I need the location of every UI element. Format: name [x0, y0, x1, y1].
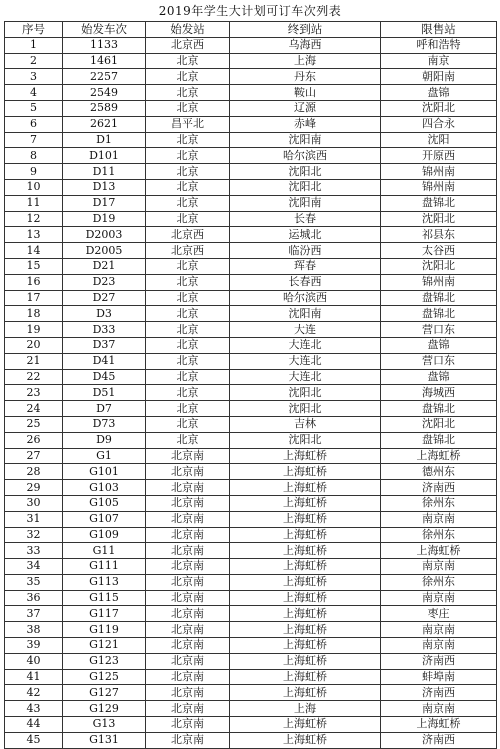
cell-destination: 上海虹桥: [230, 653, 381, 669]
table-row: [5, 511, 497, 527]
table-body: [5, 37, 497, 748]
cell-index: 8: [5, 148, 63, 164]
cell-train-no: G127: [63, 685, 146, 701]
cell-restricted-station: 四合永: [381, 116, 497, 132]
table-row: [5, 337, 497, 353]
cell-origin: 北京南: [146, 717, 230, 733]
table-row: [5, 669, 497, 685]
cell-train-no: G117: [63, 606, 146, 622]
table-row: [5, 274, 497, 290]
table-row: [5, 401, 497, 417]
cell-destination: 上海虹桥: [230, 717, 381, 733]
table-row: [5, 701, 497, 717]
table-row: [5, 622, 497, 638]
table-row: [5, 543, 497, 559]
cell-index: 12: [5, 211, 63, 227]
cell-index: 40: [5, 653, 63, 669]
cell-origin: 北京南: [146, 480, 230, 496]
cell-train-no: D2003: [63, 227, 146, 243]
cell-train-no: D9: [63, 432, 146, 448]
cell-train-no: G109: [63, 527, 146, 543]
cell-destination: 大连: [230, 322, 381, 338]
table-row: [5, 53, 497, 69]
table-row: [5, 179, 497, 195]
cell-destination: 沈阳北: [230, 432, 381, 448]
cell-origin: 北京: [146, 385, 230, 401]
cell-train-no: 2257: [63, 69, 146, 85]
train-list-table: [4, 21, 497, 749]
cell-train-no: D3: [63, 306, 146, 322]
cell-index: 19: [5, 322, 63, 338]
cell-restricted-station: 上海虹桥: [381, 717, 497, 733]
table-row: [5, 227, 497, 243]
cell-restricted-station: 沈阳北: [381, 100, 497, 116]
cell-destination: 上海: [230, 701, 381, 717]
cell-restricted-station: 济南西: [381, 653, 497, 669]
cell-train-no: 1461: [63, 53, 146, 69]
cell-restricted-station: 南京南: [381, 559, 497, 575]
cell-train-no: G125: [63, 669, 146, 685]
cell-origin: 北京: [146, 195, 230, 211]
cell-restricted-station: 南京: [381, 53, 497, 69]
cell-restricted-station: 盘锦北: [381, 306, 497, 322]
table-row: [5, 290, 497, 306]
table-row: [5, 164, 497, 180]
cell-destination: 沈阳南: [230, 195, 381, 211]
cell-restricted-station: 太谷西: [381, 243, 497, 259]
table-row: [5, 638, 497, 654]
cell-restricted-station: 蚌埠南: [381, 669, 497, 685]
table-row: [5, 195, 497, 211]
cell-restricted-station: 盘锦北: [381, 432, 497, 448]
cell-train-no: 1133: [63, 37, 146, 53]
cell-restricted-station: 海城西: [381, 385, 497, 401]
cell-train-no: 2549: [63, 85, 146, 101]
header-train-no: 始发车次: [63, 22, 146, 38]
cell-index: 32: [5, 527, 63, 543]
header-destination: 终到站: [230, 22, 381, 38]
cell-train-no: D19: [63, 211, 146, 227]
cell-origin: 北京: [146, 369, 230, 385]
cell-destination: 沈阳北: [230, 385, 381, 401]
cell-restricted-station: 盘锦: [381, 85, 497, 101]
cell-destination: 上海虹桥: [230, 527, 381, 543]
cell-origin: 北京西: [146, 37, 230, 53]
table-row: [5, 116, 497, 132]
cell-origin: 北京: [146, 353, 230, 369]
cell-index: 7: [5, 132, 63, 148]
cell-restricted-station: 济南西: [381, 480, 497, 496]
cell-index: 23: [5, 385, 63, 401]
cell-index: 6: [5, 116, 63, 132]
cell-origin: 北京南: [146, 464, 230, 480]
cell-train-no: D2005: [63, 243, 146, 259]
cell-restricted-station: 南京南: [381, 511, 497, 527]
cell-destination: 上海虹桥: [230, 464, 381, 480]
table-row: [5, 243, 497, 259]
table-row: [5, 732, 497, 748]
cell-destination: 上海虹桥: [230, 622, 381, 638]
table-row: [5, 100, 497, 116]
cell-index: 43: [5, 701, 63, 717]
cell-destination: 辽源: [230, 100, 381, 116]
cell-destination: 上海虹桥: [230, 574, 381, 590]
cell-train-no: G129: [63, 701, 146, 717]
cell-origin: 北京南: [146, 653, 230, 669]
cell-train-no: G121: [63, 638, 146, 654]
cell-origin: 北京南: [146, 590, 230, 606]
table-row: [5, 306, 497, 322]
table-row: [5, 464, 497, 480]
cell-index: 20: [5, 337, 63, 353]
cell-index: 26: [5, 432, 63, 448]
table-row: [5, 385, 497, 401]
cell-restricted-station: 沈阳北: [381, 211, 497, 227]
cell-restricted-station: 南京南: [381, 622, 497, 638]
cell-destination: 沈阳北: [230, 401, 381, 417]
header-origin: 始发站: [146, 22, 230, 38]
cell-restricted-station: 沈阳: [381, 132, 497, 148]
cell-index: 18: [5, 306, 63, 322]
header-index: 序号: [5, 22, 63, 38]
table-row: [5, 685, 497, 701]
cell-origin: 北京: [146, 53, 230, 69]
cell-destination: 上海虹桥: [230, 495, 381, 511]
cell-restricted-station: 朝阳南: [381, 69, 497, 85]
cell-index: 41: [5, 669, 63, 685]
cell-destination: 上海虹桥: [230, 732, 381, 748]
cell-origin: 北京南: [146, 606, 230, 622]
cell-destination: 沈阳南: [230, 132, 381, 148]
cell-index: 31: [5, 511, 63, 527]
cell-train-no: G103: [63, 480, 146, 496]
cell-restricted-station: 锦州南: [381, 179, 497, 195]
table-row: [5, 448, 497, 464]
table-row: [5, 527, 497, 543]
cell-origin: 北京南: [146, 527, 230, 543]
cell-train-no: G115: [63, 590, 146, 606]
cell-restricted-station: 济南西: [381, 685, 497, 701]
cell-index: 22: [5, 369, 63, 385]
table-row: [5, 606, 497, 622]
table-row: [5, 653, 497, 669]
cell-train-no: G1: [63, 448, 146, 464]
table-row: [5, 132, 497, 148]
cell-destination: 乌海西: [230, 37, 381, 53]
cell-origin: 北京: [146, 85, 230, 101]
cell-restricted-station: 徐州东: [381, 495, 497, 511]
cell-restricted-station: 枣庄: [381, 606, 497, 622]
table-row: [5, 369, 497, 385]
cell-restricted-station: 开原西: [381, 148, 497, 164]
cell-destination: 哈尔滨西: [230, 148, 381, 164]
cell-train-no: G111: [63, 559, 146, 575]
cell-origin: 北京南: [146, 543, 230, 559]
cell-index: 21: [5, 353, 63, 369]
cell-destination: 上海虹桥: [230, 669, 381, 685]
cell-index: 27: [5, 448, 63, 464]
cell-origin: 北京: [146, 416, 230, 432]
cell-destination: 上海虹桥: [230, 543, 381, 559]
cell-train-no: D27: [63, 290, 146, 306]
table-row: [5, 37, 497, 53]
cell-index: 38: [5, 622, 63, 638]
cell-train-no: D1: [63, 132, 146, 148]
table-row: [5, 559, 497, 575]
cell-restricted-station: 盘锦: [381, 337, 497, 353]
cell-origin: 北京: [146, 148, 230, 164]
cell-origin: 北京南: [146, 638, 230, 654]
cell-destination: 上海虹桥: [230, 480, 381, 496]
cell-index: 29: [5, 480, 63, 496]
cell-origin: 北京西: [146, 243, 230, 259]
cell-origin: 北京南: [146, 574, 230, 590]
cell-destination: 沈阳北: [230, 164, 381, 180]
cell-destination: 大连北: [230, 369, 381, 385]
cell-destination: 上海虹桥: [230, 606, 381, 622]
table-row: [5, 148, 497, 164]
cell-index: 24: [5, 401, 63, 417]
cell-index: 14: [5, 243, 63, 259]
cell-index: 17: [5, 290, 63, 306]
cell-origin: 北京: [146, 211, 230, 227]
cell-destination: 赤峰: [230, 116, 381, 132]
table-row: [5, 574, 497, 590]
cell-index: 28: [5, 464, 63, 480]
cell-destination: 临汾西: [230, 243, 381, 259]
cell-train-no: D7: [63, 401, 146, 417]
cell-restricted-station: 上海虹桥: [381, 543, 497, 559]
cell-train-no: D23: [63, 274, 146, 290]
table-row: [5, 432, 497, 448]
cell-origin: 北京南: [146, 685, 230, 701]
table-row: [5, 590, 497, 606]
cell-train-no: D101: [63, 148, 146, 164]
cell-origin: 北京南: [146, 511, 230, 527]
cell-destination: 上海虹桥: [230, 685, 381, 701]
cell-origin: 北京: [146, 100, 230, 116]
cell-index: 4: [5, 85, 63, 101]
table-row: [5, 495, 497, 511]
cell-train-no: D33: [63, 322, 146, 338]
table-row: [5, 258, 497, 274]
cell-index: 1: [5, 37, 63, 53]
cell-destination: 吉林: [230, 416, 381, 432]
cell-origin: 昌平北: [146, 116, 230, 132]
cell-origin: 北京南: [146, 732, 230, 748]
cell-train-no: D21: [63, 258, 146, 274]
cell-origin: 北京西: [146, 227, 230, 243]
table-row: [5, 416, 497, 432]
cell-destination: 上海虹桥: [230, 511, 381, 527]
cell-restricted-station: 盘锦北: [381, 401, 497, 417]
cell-train-no: 2621: [63, 116, 146, 132]
cell-index: 44: [5, 717, 63, 733]
cell-restricted-station: 徐州东: [381, 574, 497, 590]
cell-origin: 北京: [146, 337, 230, 353]
cell-destination: 上海: [230, 53, 381, 69]
cell-origin: 北京: [146, 69, 230, 85]
cell-restricted-station: 盘锦北: [381, 195, 497, 211]
cell-destination: 沈阳南: [230, 306, 381, 322]
cell-train-no: D45: [63, 369, 146, 385]
cell-train-no: G11: [63, 543, 146, 559]
cell-restricted-station: 南京南: [381, 638, 497, 654]
cell-restricted-station: 盘锦北: [381, 290, 497, 306]
cell-origin: 北京: [146, 258, 230, 274]
cell-origin: 北京: [146, 274, 230, 290]
cell-destination: 运城北: [230, 227, 381, 243]
cell-destination: 鞍山: [230, 85, 381, 101]
cell-index: 3: [5, 69, 63, 85]
cell-origin: 北京: [146, 179, 230, 195]
table-row: [5, 211, 497, 227]
cell-destination: 丹东: [230, 69, 381, 85]
cell-index: 11: [5, 195, 63, 211]
cell-destination: 上海虹桥: [230, 590, 381, 606]
table-row: [5, 480, 497, 496]
cell-index: 16: [5, 274, 63, 290]
cell-index: 37: [5, 606, 63, 622]
cell-train-no: D11: [63, 164, 146, 180]
cell-index: 39: [5, 638, 63, 654]
cell-index: 2: [5, 53, 63, 69]
cell-origin: 北京: [146, 306, 230, 322]
cell-train-no: G119: [63, 622, 146, 638]
cell-destination: 大连北: [230, 337, 381, 353]
cell-index: 10: [5, 179, 63, 195]
cell-train-no: D13: [63, 179, 146, 195]
cell-train-no: G105: [63, 495, 146, 511]
cell-index: 33: [5, 543, 63, 559]
cell-origin: 北京: [146, 132, 230, 148]
table-row: [5, 322, 497, 338]
cell-train-no: G123: [63, 653, 146, 669]
page-title: 2019年学生大计划可订车次列表: [158, 4, 342, 18]
cell-destination: 长春西: [230, 274, 381, 290]
cell-index: 34: [5, 559, 63, 575]
cell-restricted-station: 南京南: [381, 590, 497, 606]
cell-index: 5: [5, 100, 63, 116]
cell-origin: 北京南: [146, 559, 230, 575]
cell-destination: 珲春: [230, 258, 381, 274]
cell-train-no: 2589: [63, 100, 146, 116]
header-restricted-station: 限售站: [381, 22, 497, 38]
cell-restricted-station: 祁县东: [381, 227, 497, 243]
cell-origin: 北京: [146, 290, 230, 306]
cell-restricted-station: 营口东: [381, 322, 497, 338]
cell-origin: 北京南: [146, 622, 230, 638]
cell-index: 9: [5, 164, 63, 180]
cell-restricted-station: 营口东: [381, 353, 497, 369]
cell-origin: 北京南: [146, 669, 230, 685]
cell-origin: 北京南: [146, 701, 230, 717]
cell-restricted-station: 锦州南: [381, 274, 497, 290]
cell-origin: 北京南: [146, 448, 230, 464]
cell-train-no: G101: [63, 464, 146, 480]
cell-index: 35: [5, 574, 63, 590]
cell-train-no: D37: [63, 337, 146, 353]
cell-train-no: D51: [63, 385, 146, 401]
cell-train-no: D17: [63, 195, 146, 211]
cell-origin: 北京: [146, 322, 230, 338]
cell-restricted-station: 盘锦: [381, 369, 497, 385]
cell-origin: 北京: [146, 432, 230, 448]
table-row: [5, 69, 497, 85]
cell-destination: 长春: [230, 211, 381, 227]
table-row: [5, 353, 497, 369]
cell-restricted-station: 锦州南: [381, 164, 497, 180]
table-row: [5, 85, 497, 101]
cell-origin: 北京: [146, 401, 230, 417]
cell-restricted-station: 沈阳北: [381, 416, 497, 432]
cell-destination: 上海虹桥: [230, 559, 381, 575]
cell-destination: 上海虹桥: [230, 448, 381, 464]
cell-restricted-station: 徐州东: [381, 527, 497, 543]
cell-origin: 北京: [146, 164, 230, 180]
cell-destination: 大连北: [230, 353, 381, 369]
table-row: [5, 717, 497, 733]
cell-restricted-station: 上海虹桥: [381, 448, 497, 464]
cell-train-no: G113: [63, 574, 146, 590]
cell-index: 45: [5, 732, 63, 748]
cell-restricted-station: 德州东: [381, 464, 497, 480]
cell-restricted-station: 沈阳北: [381, 258, 497, 274]
cell-index: 25: [5, 416, 63, 432]
cell-index: 13: [5, 227, 63, 243]
cell-origin: 北京南: [146, 495, 230, 511]
cell-destination: 哈尔滨西: [230, 290, 381, 306]
cell-index: 30: [5, 495, 63, 511]
cell-destination: 上海虹桥: [230, 638, 381, 654]
cell-train-no: D41: [63, 353, 146, 369]
cell-destination: 沈阳北: [230, 179, 381, 195]
cell-index: 42: [5, 685, 63, 701]
cell-restricted-station: 南京南: [381, 701, 497, 717]
cell-train-no: D73: [63, 416, 146, 432]
cell-index: 36: [5, 590, 63, 606]
cell-index: 15: [5, 258, 63, 274]
cell-train-no: G107: [63, 511, 146, 527]
cell-train-no: G13: [63, 717, 146, 733]
cell-restricted-station: 济南西: [381, 732, 497, 748]
header-row: [5, 22, 497, 38]
cell-train-no: G131: [63, 732, 146, 748]
cell-restricted-station: 呼和浩特: [381, 37, 497, 53]
